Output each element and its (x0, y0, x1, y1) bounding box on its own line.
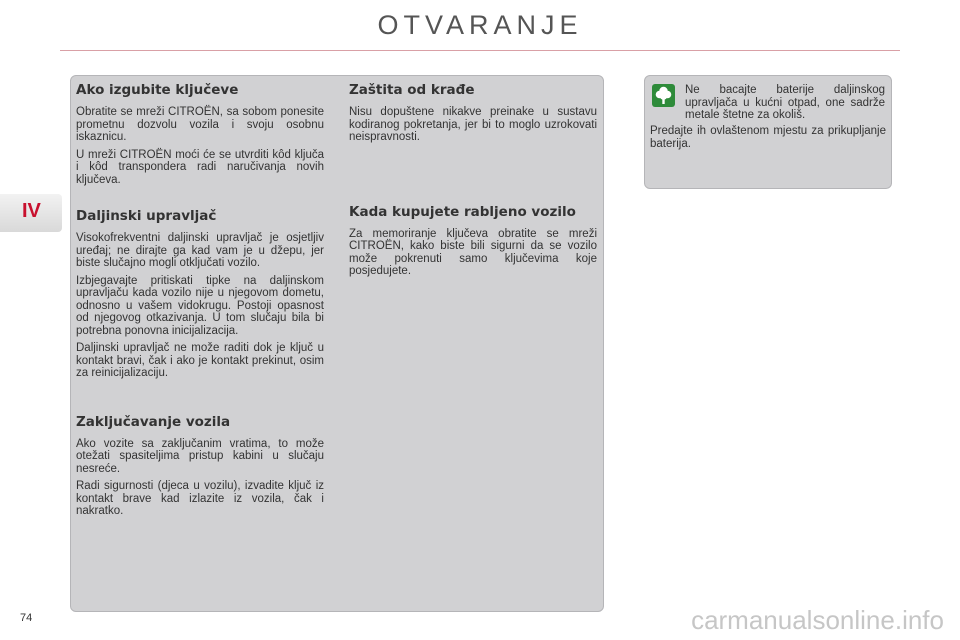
section-paragraph: Radi sigurnosti (djeca u vozilu), izvadite ključ iz kontakt brave kad izlazite iz vozila, čak i nakratko. (76, 480, 324, 517)
section-paragraph: Za memoriranje ključeva obratite se mreži CITROËN, kako biste bili sigurni da se vozilo može pokrenuti samo ključevima koje posjedujete. (349, 227, 597, 277)
chapter-tab-label: IV (22, 200, 41, 222)
eco-note-text (650, 125, 886, 155)
section-paragraph: Izbjegavajte pritiskati tipke na daljinskom upravljaču kada vozilo nije u njegovom dometu, odnosno u vašem vidokrugu. Postoji opasnost od njegovog otkazivanja. U tom slučaju bila bi potrebna ponovna inicijalizacija. (76, 274, 324, 337)
section-paragraph: Daljinski upravljač ne može raditi dok je ključ u kontakt bravi, čak i ako je kontakt prekinut, osim za reinicijalizaciju. (76, 342, 324, 379)
section-used-vehicle (349, 204, 597, 278)
page-title: OTVARANJE (377, 10, 583, 40)
section-heading: Kada kupujete rabljeno vozilo (349, 203, 576, 220)
section-theft-protection (349, 82, 597, 144)
title-divider (60, 50, 900, 51)
section-locking-vehicle (76, 414, 324, 518)
section-remote-control (76, 208, 324, 380)
section-heading: Zaključavanje vozila (76, 413, 231, 430)
right-column (349, 82, 597, 292)
section-heading: Zaštita od krađe (349, 82, 475, 98)
eco-note-text (685, 84, 885, 127)
section-paragraph: Nisu dopuštene nikakve preinake u sustavu kodiranog pokretanja, jer bi to moglo uzrokovati neispravnosti. (349, 106, 597, 143)
section-paragraph: Visokofrekventni daljinski upravljač je osjetljiv uređaj; ne dirajte ga kad vam je u džepu, jer biste slučajno mogli otključati vozilo. (76, 232, 324, 269)
watermark: carmanualsonline.info (691, 605, 944, 635)
tree-icon (652, 84, 675, 107)
eco-note-paragraph: Ne bacajte baterije daljinskog upravljača u kućni otpad, one sadrže metale štetne za okoliš. (685, 84, 885, 121)
section-lost-keys (76, 82, 324, 186)
chapter-tab (0, 194, 62, 232)
page-number: 74 (20, 612, 33, 624)
eco-note-box (644, 75, 892, 189)
eco-note-paragraph: Predajte ih ovlaštenom mjestu za prikupljanje baterija. (650, 125, 886, 150)
section-paragraph: U mreži CITROËN moći će se utvrditi kôd ključa i kôd transpondera radi naručivanja novih ključeva. (76, 148, 324, 186)
left-column (76, 82, 324, 532)
section-paragraph: Obratite se mreži CITROËN, sa sobom ponesite prometnu dozvolu vozila i svoju osobnu iskaznicu. (76, 106, 324, 143)
section-heading: Ako izgubite ključeve (76, 82, 239, 98)
section-heading: Daljinski upravljač (76, 208, 217, 224)
section-paragraph: Ako vozite sa zaključanim vratima, to može otežati spasiteljima pristup kabini u slučaju nesreće. (76, 437, 324, 475)
